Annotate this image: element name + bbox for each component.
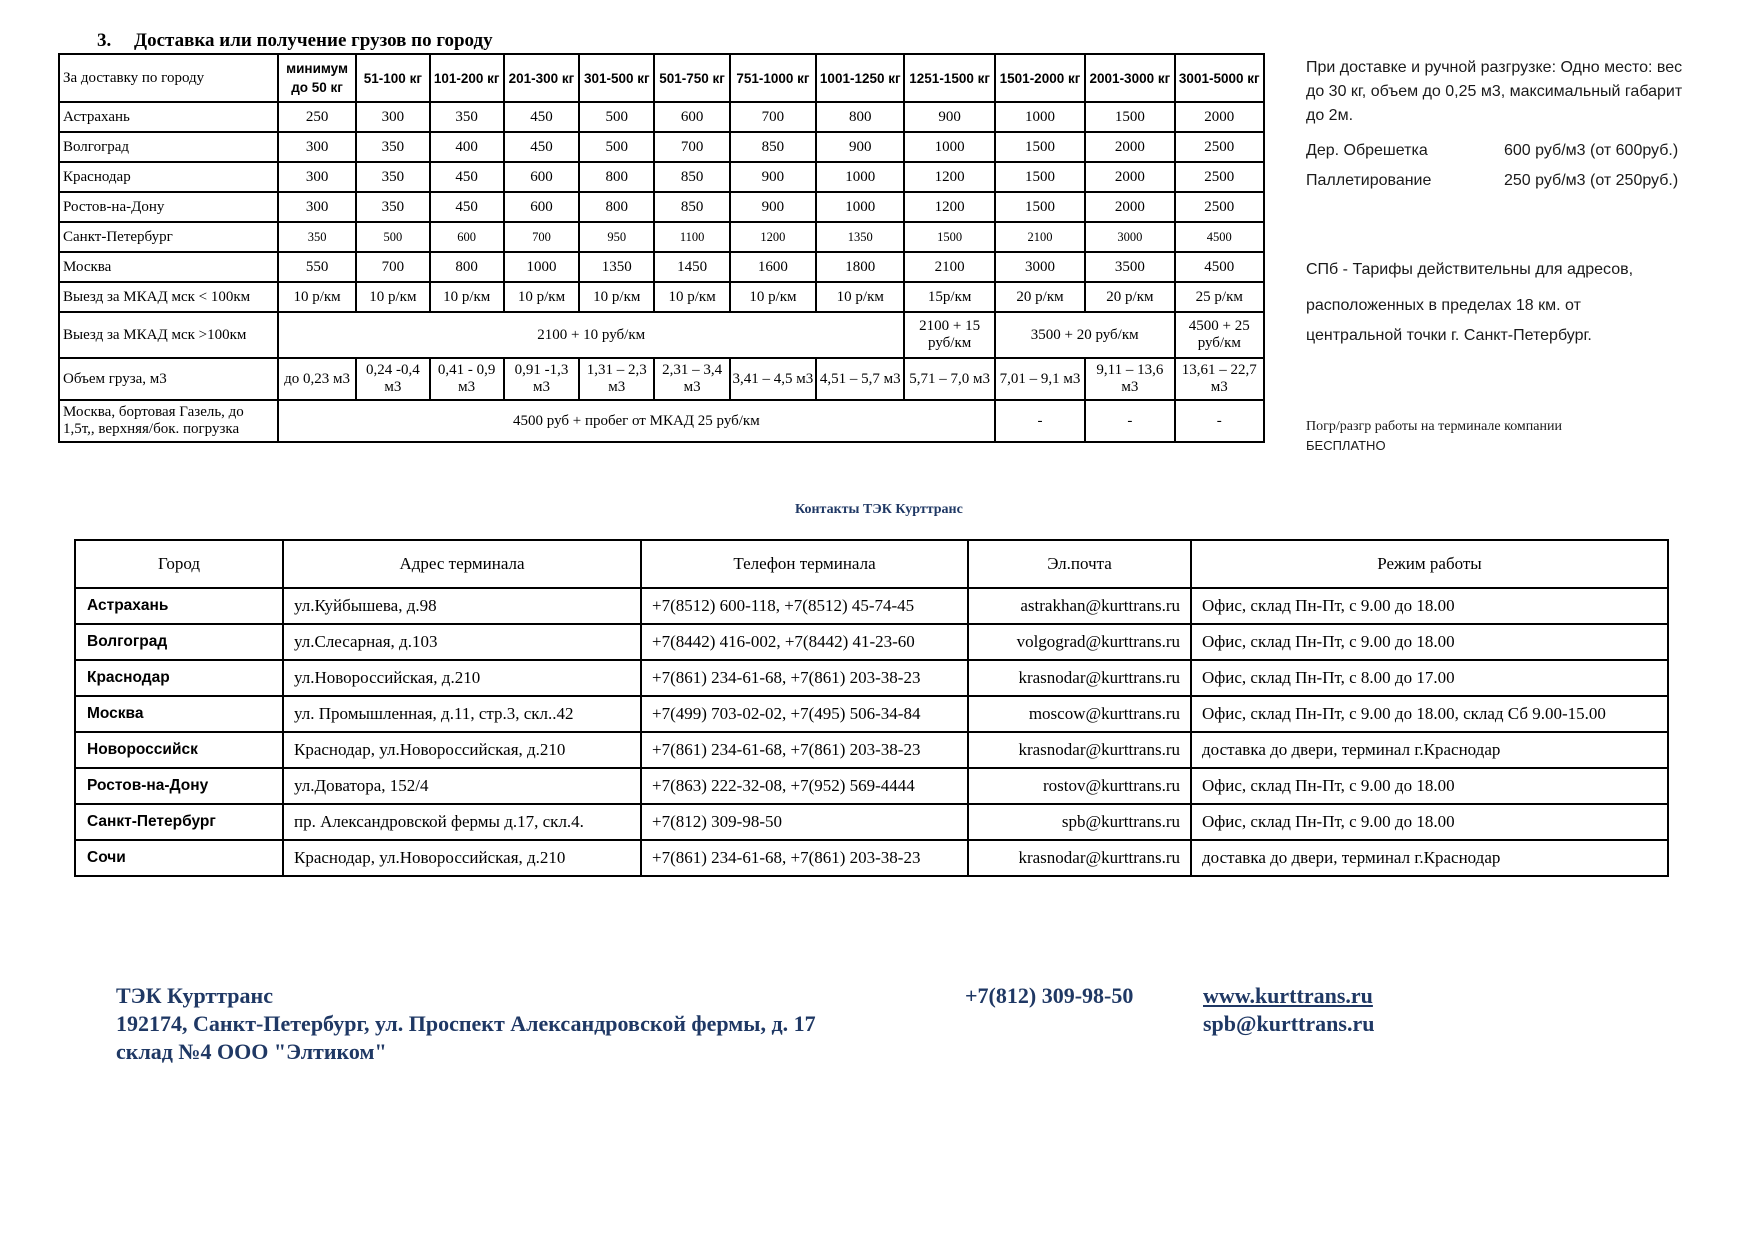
- price-cell: 800: [430, 252, 504, 282]
- price-cell: 20 р/км: [1085, 282, 1174, 312]
- contact-hours: Офис, склад Пн-Пт, с 8.00 до 17.00: [1191, 660, 1668, 696]
- price-cell: 450: [504, 102, 579, 132]
- price-cell: 2000: [1085, 162, 1174, 192]
- price-cell: 900: [730, 162, 816, 192]
- contact-row: [75, 840, 1668, 876]
- row-label: Выезд за МКАД мск < 100км: [59, 282, 278, 312]
- price-cell: 0,41 - 0,9 м3: [430, 358, 504, 400]
- contact-phone: +7(863) 222-32-08, +7(952) 569-4444: [641, 768, 968, 804]
- mkad-over-row: [59, 312, 1264, 358]
- price-cell: 10 р/км: [430, 282, 504, 312]
- price-cell: 2100 + 15 руб/км: [904, 312, 994, 358]
- price-cell: 350: [278, 222, 356, 252]
- contact-email[interactable]: volgograd@kurttrans.ru: [968, 624, 1191, 660]
- footer-phone: +7(812) 309-98-50: [965, 983, 1134, 1008]
- row-label: Волгоград: [59, 132, 278, 162]
- contact-address: Краснодар, ул.Новороссийская, д.210: [283, 732, 641, 768]
- price-cell: 7,01 – 9,1 м3: [995, 358, 1085, 400]
- gazel-row: [59, 400, 1264, 442]
- price-cell: 850: [730, 132, 816, 162]
- price-header-cell: 201-300 кг: [504, 54, 579, 102]
- contact-row: [75, 696, 1668, 732]
- price-cell: 1000: [504, 252, 579, 282]
- price-cell: до 0,23 м3: [278, 358, 356, 400]
- row-label: Ростов-на-Дону: [59, 192, 278, 222]
- mkad-under-row: [59, 282, 1264, 312]
- contact-row: [75, 804, 1668, 840]
- pallet-label: Паллетирование: [1306, 172, 1432, 189]
- volume-row: [59, 358, 1264, 400]
- price-cell: 300: [278, 192, 356, 222]
- price-cell: 600: [504, 192, 579, 222]
- price-cell: 600: [504, 162, 579, 192]
- price-cell: 3000: [995, 252, 1085, 282]
- price-cell: 3500: [1085, 252, 1174, 282]
- price-cell: 2500: [1175, 132, 1264, 162]
- price-cell-merged: 2100 + 10 руб/км: [278, 312, 905, 358]
- price-cell: 9,11 – 13,6 м3: [1085, 358, 1174, 400]
- price-cell: 4,51 – 5,7 м3: [816, 358, 904, 400]
- price-cell: 3000: [1085, 222, 1174, 252]
- price-cell: 900: [730, 192, 816, 222]
- price-cell: 500: [356, 222, 429, 252]
- price-cell: 10 р/км: [816, 282, 904, 312]
- price-cell: 1000: [816, 192, 904, 222]
- contact-city: Ростов-на-Дону: [75, 768, 283, 804]
- price-cell: 700: [730, 102, 816, 132]
- price-cell: 10 р/км: [654, 282, 729, 312]
- price-cell: 3,41 – 4,5 м3: [730, 358, 816, 400]
- contact-address: ул.Слесарная, д.103: [283, 624, 641, 660]
- contacts-title: Контакты ТЭК Курттранс: [795, 502, 963, 517]
- price-header-cell: 51-100 кг: [356, 54, 429, 102]
- price-cell: 1500: [1085, 102, 1174, 132]
- price-header-cell: 3001-5000 кг: [1175, 54, 1264, 102]
- section-title-text: Доставка или получение грузов по городу: [134, 30, 493, 51]
- price-cell: 350: [356, 192, 429, 222]
- price-cell: 1500: [995, 192, 1085, 222]
- row-label: Краснодар: [59, 162, 278, 192]
- price-cell: 1000: [816, 162, 904, 192]
- price-cell: 800: [816, 102, 904, 132]
- contact-email[interactable]: spb@kurttrans.ru: [968, 804, 1191, 840]
- price-cell: 1200: [904, 162, 994, 192]
- price-cell: 2100: [995, 222, 1085, 252]
- contact-email[interactable]: krasnodar@kurttrans.ru: [968, 732, 1191, 768]
- contact-phone: +7(499) 703-02-02, +7(495) 506-34-84: [641, 696, 968, 732]
- footer-email: spb@kurttrans.ru: [1203, 1011, 1375, 1036]
- price-cell: 1500: [995, 162, 1085, 192]
- contact-city: Сочи: [75, 840, 283, 876]
- footer-website-wrap: [1203, 982, 1373, 1010]
- section-title: [97, 30, 493, 52]
- price-cell: 0,91 -1,3 м3: [504, 358, 579, 400]
- price-cell: 10 р/км: [504, 282, 579, 312]
- price-cell: 10 р/км: [579, 282, 654, 312]
- crate-label: Дер. Обрешетка: [1306, 142, 1428, 159]
- price-cell: 1600: [730, 252, 816, 282]
- price-cell: 2500: [1175, 162, 1264, 192]
- city-price-row: [59, 162, 1264, 192]
- price-cell: 700: [356, 252, 429, 282]
- contact-city: Санкт-Петербург: [75, 804, 283, 840]
- terminal-note-line: БЕСПЛАТНО: [1306, 438, 1386, 453]
- price-cell: 600: [654, 102, 729, 132]
- price-cell: 700: [654, 132, 729, 162]
- city-price-row: [59, 132, 1264, 162]
- price-cell: 10 р/км: [730, 282, 816, 312]
- price-header-cell: минимум до 50 кг: [278, 54, 356, 102]
- contact-email[interactable]: astrakhan@kurttrans.ru: [968, 588, 1191, 624]
- price-cell-merged: 4500 руб + пробег от МКАД 25 руб/км: [278, 400, 995, 442]
- contact-hours: Офис, склад Пн-Пт, с 9.00 до 18.00, склад Сб 9.00-15.00: [1191, 696, 1668, 732]
- footer-website-link[interactable]: www.kurttrans.ru: [1203, 983, 1373, 1008]
- contact-address: пр. Александровской фермы д.17, скл.4.: [283, 804, 641, 840]
- price-cell: 1100: [654, 222, 729, 252]
- price-header-cell: 301-500 кг: [579, 54, 654, 102]
- price-header-cell: 1501-2000 кг: [995, 54, 1085, 102]
- contact-row: [75, 768, 1668, 804]
- price-cell: 300: [356, 102, 429, 132]
- contact-hours: Офис, склад Пн-Пт, с 9.00 до 18.00: [1191, 624, 1668, 660]
- price-cell: 1800: [816, 252, 904, 282]
- price-cell: 600: [430, 222, 504, 252]
- price-header-cell: 751-1000 кг: [730, 54, 816, 102]
- contact-hours: доставка до двери, терминал г.Краснодар: [1191, 732, 1668, 768]
- contact-hours: Офис, склад Пн-Пт, с 9.00 до 18.00: [1191, 588, 1668, 624]
- price-header-cell: 1251-1500 кг: [904, 54, 994, 102]
- price-cell: 1350: [816, 222, 904, 252]
- price-cell: 350: [356, 162, 429, 192]
- price-cell: 400: [430, 132, 504, 162]
- price-cell: 1450: [654, 252, 729, 282]
- row-label: Объем груза, м3: [59, 358, 278, 400]
- price-cell: 2100: [904, 252, 994, 282]
- contact-city: Астрахань: [75, 588, 283, 624]
- contact-address: ул.Новороссийская, д.210: [283, 660, 641, 696]
- price-header-label: За доставку по городу: [59, 54, 278, 102]
- price-cell: 2,31 – 3,4 м3: [654, 358, 729, 400]
- spb-note-line: центральной точки г. Санкт-Петербург.: [1306, 327, 1592, 344]
- price-cell: 1350: [579, 252, 654, 282]
- price-cell: 550: [278, 252, 356, 282]
- price-cell: 350: [430, 102, 504, 132]
- row-label: Москва: [59, 252, 278, 282]
- row-label: Астрахань: [59, 102, 278, 132]
- contact-hours: доставка до двери, терминал г.Краснодар: [1191, 840, 1668, 876]
- price-cell: -: [1175, 400, 1264, 442]
- price-header-cell: 501-750 кг: [654, 54, 729, 102]
- contact-phone: +7(812) 309-98-50: [641, 804, 968, 840]
- city-price-row: [59, 222, 1264, 252]
- price-cell: 900: [904, 102, 994, 132]
- city-price-row: [59, 252, 1264, 282]
- price-cell: 900: [816, 132, 904, 162]
- price-cell: 5,71 – 7,0 м3: [904, 358, 994, 400]
- price-cell: 13,61 – 22,7 м3: [1175, 358, 1264, 400]
- contact-hours: Офис, склад Пн-Пт, с 9.00 до 18.00: [1191, 768, 1668, 804]
- contact-phone: +7(861) 234-61-68, +7(861) 203-38-23: [641, 732, 968, 768]
- contact-address: Краснодар, ул.Новороссийская, д.210: [283, 840, 641, 876]
- contact-row: [75, 732, 1668, 768]
- row-label: Санкт-Петербург: [59, 222, 278, 252]
- price-header-row: [59, 54, 1264, 102]
- contact-email[interactable]: rostov@kurttrans.ru: [968, 768, 1191, 804]
- price-cell: 2500: [1175, 192, 1264, 222]
- price-cell: 700: [504, 222, 579, 252]
- contact-city: Краснодар: [75, 660, 283, 696]
- contact-row: [75, 660, 1668, 696]
- price-cell: 2000: [1085, 192, 1174, 222]
- contact-phone: +7(8442) 416-002, +7(8442) 41-23-60: [641, 624, 968, 660]
- price-cell: 500: [579, 102, 654, 132]
- price-cell: 500: [579, 132, 654, 162]
- spb-note-line: СПб - Тарифы действительны для адресов,: [1306, 261, 1634, 278]
- price-cell: 1000: [904, 132, 994, 162]
- city-price-row: [59, 102, 1264, 132]
- contact-row: [75, 624, 1668, 660]
- price-cell: 850: [654, 192, 729, 222]
- manual-unload-note: При доставке и ручной разгрузке: Одно место: вес до 30 кг, объем до 0,25 м3, максимальный габарит до 2м.: [1306, 59, 1683, 124]
- section-number: 3.: [97, 30, 112, 51]
- contact-hours: Офис, склад Пн-Пт, с 9.00 до 18.00: [1191, 804, 1668, 840]
- contact-email[interactable]: moscow@kurttrans.ru: [968, 696, 1191, 732]
- price-cell: 300: [278, 132, 356, 162]
- delivery-price-table: [58, 53, 1265, 443]
- contact-city: Москва: [75, 696, 283, 732]
- pallet-value: 250 руб/м3 (от 250руб.): [1504, 172, 1679, 189]
- price-header-cell: 1001-1250 кг: [816, 54, 904, 102]
- price-cell: 300: [278, 162, 356, 192]
- contact-phone: +7(861) 234-61-68, +7(861) 203-38-23: [641, 660, 968, 696]
- footer-address: 192174, Санкт-Петербург, ул. Проспект Александровской фермы, д. 17: [116, 1011, 816, 1036]
- price-cell-merged: 3500 + 20 руб/км: [995, 312, 1175, 358]
- contact-city: Новороссийск: [75, 732, 283, 768]
- price-cell: 4500: [1175, 252, 1264, 282]
- terminal-note-line: Погр/разгр работы на терминале компании: [1306, 419, 1562, 434]
- price-cell: 1,31 – 2,3 м3: [579, 358, 654, 400]
- price-cell: 450: [430, 162, 504, 192]
- price-cell: 20 р/км: [995, 282, 1085, 312]
- contact-row: [75, 588, 1668, 624]
- contact-city: Волгоград: [75, 624, 283, 660]
- price-header-cell: 101-200 кг: [430, 54, 504, 102]
- price-cell: 0,24 -0,4 м3: [356, 358, 429, 400]
- price-cell: 2000: [1085, 132, 1174, 162]
- contacts-header-row: [75, 540, 1668, 588]
- price-cell: 250: [278, 102, 356, 132]
- price-cell: 15р/км: [904, 282, 994, 312]
- price-cell: 350: [356, 132, 429, 162]
- contact-phone: +7(861) 234-61-68, +7(861) 203-38-23: [641, 840, 968, 876]
- price-cell: 1200: [904, 192, 994, 222]
- price-cell: 1200: [730, 222, 816, 252]
- row-label: Москва, бортовая Газель, до 1,5т,, верхняя/бок. погрузка: [59, 400, 278, 442]
- price-cell: 1000: [995, 102, 1085, 132]
- contact-address: ул.Куйбышева, д.98: [283, 588, 641, 624]
- price-cell: 4500 + 25 руб/км: [1175, 312, 1264, 358]
- price-cell: 800: [579, 192, 654, 222]
- price-cell: 4500: [1175, 222, 1264, 252]
- contact-email[interactable]: krasnodar@kurttrans.ru: [968, 660, 1191, 696]
- price-cell: 850: [654, 162, 729, 192]
- contacts-table: [74, 539, 1669, 877]
- price-cell: 2000: [1175, 102, 1264, 132]
- contact-address: ул. Промышленная, д.11, стр.3, скл..42: [283, 696, 641, 732]
- footer-company: ТЭК Курттранс: [116, 983, 273, 1008]
- price-cell: 10 р/км: [278, 282, 356, 312]
- contacts-header-cell: Телефон терминала: [641, 540, 968, 588]
- row-label: Выезд за МКАД мск >100км: [59, 312, 278, 358]
- price-cell: -: [1085, 400, 1174, 442]
- contacts-header-cell: Адрес терминала: [283, 540, 641, 588]
- price-header-cell: 2001-3000 кг: [1085, 54, 1174, 102]
- crate-value: 600 руб/м3 (от 600руб.): [1504, 142, 1679, 159]
- price-cell: 10 р/км: [356, 282, 429, 312]
- contact-address: ул.Доватора, 152/4: [283, 768, 641, 804]
- city-price-row: [59, 192, 1264, 222]
- price-cell: 450: [430, 192, 504, 222]
- contact-email[interactable]: krasnodar@kurttrans.ru: [968, 840, 1191, 876]
- price-cell: -: [995, 400, 1085, 442]
- price-cell: 450: [504, 132, 579, 162]
- price-cell: 800: [579, 162, 654, 192]
- spb-note-line: расположенных в пределах 18 км. от: [1306, 297, 1581, 314]
- price-cell: 1500: [904, 222, 994, 252]
- contacts-header-cell: Город: [75, 540, 283, 588]
- price-cell: 950: [579, 222, 654, 252]
- price-cell: 25 р/км: [1175, 282, 1264, 312]
- contacts-header-cell: Эл.почта: [968, 540, 1191, 588]
- contacts-header-cell: Режим работы: [1191, 540, 1668, 588]
- price-cell: 1500: [995, 132, 1085, 162]
- contact-phone: +7(8512) 600-118, +7(8512) 45-74-45: [641, 588, 968, 624]
- footer-warehouse: склад №4 ООО "Элтиком": [116, 1039, 387, 1064]
